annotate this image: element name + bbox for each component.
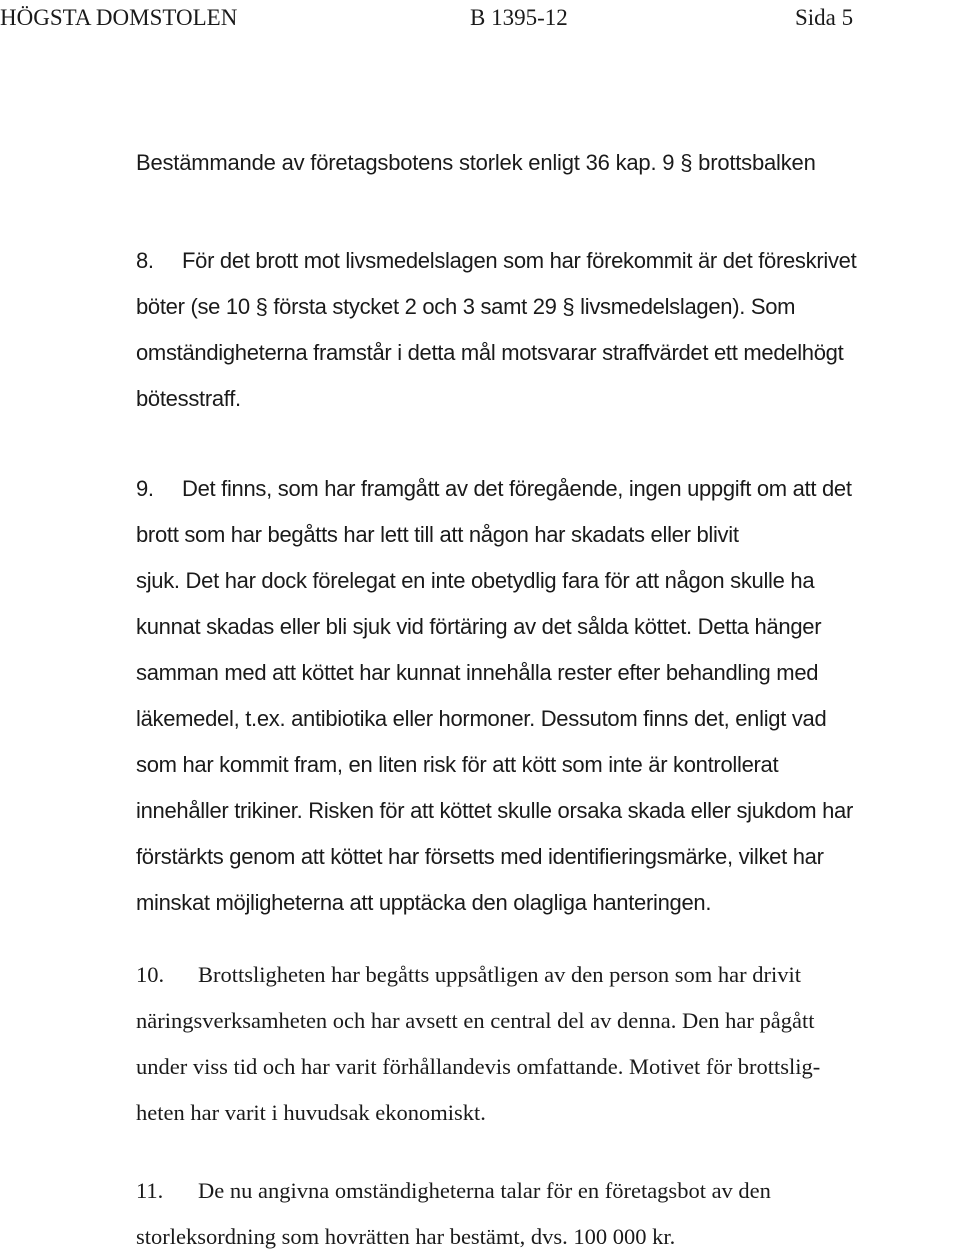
paragraph-line <box>136 466 960 512</box>
paragraph-number: 10. <box>136 962 165 987</box>
paragraph-line: under viss tid och har varit förhållandevis omfattande. Motivet för brottslig- <box>136 1054 821 1079</box>
paragraph-line: innehåller trikiner. Risken för att köttet skulle orsaka skada eller sjukdom har <box>136 798 854 823</box>
paragraph-text: För det brott mot livsmedelslagen som har förekommit är det föreskrivet <box>182 248 857 273</box>
case-number: B 1395-12 <box>470 5 568 30</box>
paragraph-text: Brottsligheten har begåtts uppsåtligen av den person som har drivit <box>198 962 801 987</box>
paragraph-line: brott som har begåtts har lett till att någon har skadats eller blivit <box>136 522 739 547</box>
paragraph-number: 9. <box>136 476 154 501</box>
paragraph-11 <box>136 1168 960 1260</box>
paragraph-line: kunnat skadas eller bli sjuk vid förtäring av det sålda köttet. Detta hänger <box>136 614 822 639</box>
section-heading: Bestämmande av företagsbotens storlek enligt 36 kap. 9 § brottsbalken <box>136 150 816 175</box>
paragraph-line: heten har varit i huvudsak ekonomiskt. <box>136 1100 486 1125</box>
paragraph-line <box>136 1168 960 1214</box>
paragraph-line: läkemedel, t.ex. antibiotika eller hormoner. Dessutom finns det, enligt vad <box>136 706 827 731</box>
paragraph-line: samman med att köttet har kunnat innehålla rester efter behandling med <box>136 660 819 685</box>
paragraph-line: bötesstraff. <box>136 386 241 411</box>
paragraph-number: 8. <box>136 248 154 273</box>
paragraph-9 <box>136 466 960 926</box>
paragraph-line: som har kommit fram, en liten risk för att kött som inte är kontrollerat <box>136 752 779 777</box>
paragraph-line: näringsverksamheten och har avsett en central del av denna. Den har pågått <box>136 1008 815 1033</box>
paragraph-number: 11. <box>136 1178 164 1203</box>
paragraph-10 <box>136 952 960 1136</box>
paragraph-line: sjuk. Det har dock förelegat en inte obetydlig fara för att någon skulle ha <box>136 568 815 593</box>
paragraph-line: minskat möjligheterna att upptäcka den olagliga hanteringen. <box>136 890 712 915</box>
paragraph-line: omständigheterna framstår i detta mål motsvarar straffvärdet ett medelhögt <box>136 340 844 365</box>
paragraph-line <box>136 238 960 284</box>
court-name: HÖGSTA DOMSTOLEN <box>0 5 238 30</box>
paragraph-line: böter (se 10 § första stycket 2 och 3 samt 29 § livsmedelslagen). Som <box>136 294 796 319</box>
paragraph-8 <box>136 238 960 422</box>
paragraph-text: Det finns, som har framgått av det föregående, ingen uppgift om att det <box>182 476 852 501</box>
page-number: Sida 5 <box>795 5 854 30</box>
paragraph-line <box>136 952 960 998</box>
paragraph-line: storleksordning som hovrätten har bestämt, dvs. 100 000 kr. <box>136 1224 676 1249</box>
paragraph-line: förstärkts genom att köttet har försetts med identifieringsmärke, vilket har <box>136 844 824 869</box>
paragraph-text: De nu angivna omständigheterna talar för en företagsbot av den <box>198 1178 771 1203</box>
